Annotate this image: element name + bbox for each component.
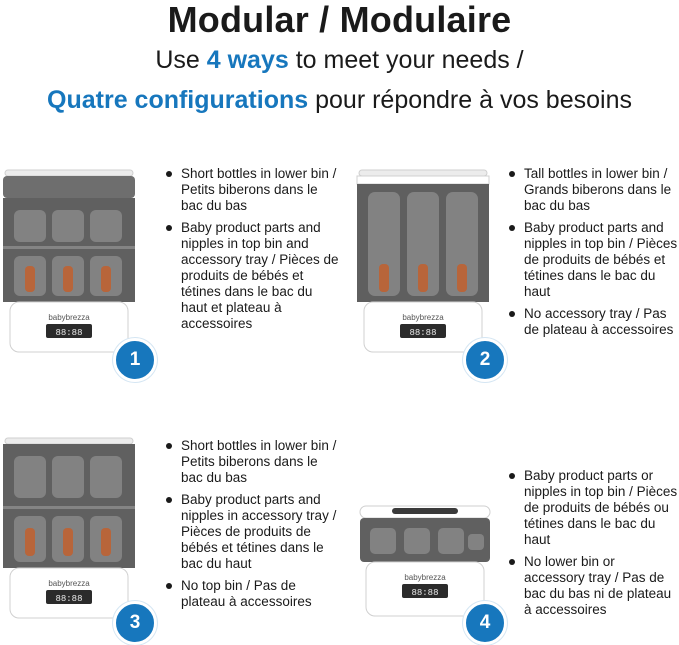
config-2-bullet: No accessory tray / Pas de plateau à accessoires bbox=[509, 306, 679, 338]
subtitle-fr-highlight: Quatre configurations bbox=[47, 86, 309, 114]
config-3-number-badge: 3 bbox=[113, 601, 157, 645]
display-readout: 88:88 bbox=[55, 328, 83, 338]
config-1-description bbox=[166, 166, 342, 338]
display-readout: 88:88 bbox=[411, 588, 439, 598]
config-3-bullet: Short bottles in lower bin / Petits biberons dans le bac du bas bbox=[166, 438, 342, 486]
sterilizer-config-2-image bbox=[352, 160, 502, 355]
display-readout: 88:88 bbox=[409, 328, 437, 338]
config-3-description bbox=[166, 438, 342, 616]
brand-logo: babybrezza bbox=[48, 579, 90, 588]
subtitle-en-highlight: 4 ways bbox=[206, 46, 289, 74]
subtitle-en-pre: Use bbox=[155, 46, 207, 74]
subtitle-fr bbox=[0, 84, 679, 116]
display-readout: 88:88 bbox=[55, 594, 83, 604]
page-title: Modular / Modulaire bbox=[167, 0, 512, 40]
brand-logo: babybrezza bbox=[48, 313, 90, 322]
config-3-bullet: No top bin / Pas de plateau à accessoires bbox=[166, 578, 342, 610]
config-1-bullet: Short bottles in lower bin / Petits biberons dans le bac du bas bbox=[166, 166, 342, 214]
config-4-bullet: Baby product parts or nipples in top bin / Pièces de produits de bébés ou tétines dans le bac du haut bbox=[509, 468, 679, 548]
sterilizer-config-1-image bbox=[0, 160, 150, 355]
config-4-description bbox=[509, 468, 679, 624]
config-2-description bbox=[509, 166, 679, 344]
config-2-bullet: Tall bottles in lower bin / Grands biberons dans le bac du bas bbox=[509, 166, 679, 214]
config-2-bullet: Baby product parts and nipples in top bin / Pièces de produits de bébés et tétines dans le bac du haut bbox=[509, 220, 679, 300]
subtitle-en bbox=[0, 44, 679, 76]
brand-logo: babybrezza bbox=[404, 573, 446, 582]
config-4-number-badge: 4 bbox=[463, 601, 507, 645]
config-3-bullet: Baby product parts and nipples in accessory tray / Pièces de produits de bébés et tétines dans le bac du haut bbox=[166, 492, 342, 572]
subtitle-fr-post: pour répondre à vos besoins bbox=[308, 86, 632, 114]
sterilizer-config-3-image bbox=[0, 432, 150, 624]
config-1-bullet: Baby product parts and nipples in top bin and accessory tray / Pièces de produits de bébés et tétines dans le bac du haut et plateau à accessoires bbox=[166, 220, 342, 332]
brand-logo: babybrezza bbox=[402, 313, 444, 322]
config-1-number-badge: 1 bbox=[113, 338, 157, 382]
config-4-bullet: No lower bin or accessory tray / Pas de bac du bas ni de plateau à accessoires bbox=[509, 554, 679, 618]
subtitle-en-post: to meet your needs / bbox=[288, 46, 524, 74]
config-2-number-badge: 2 bbox=[463, 338, 507, 382]
